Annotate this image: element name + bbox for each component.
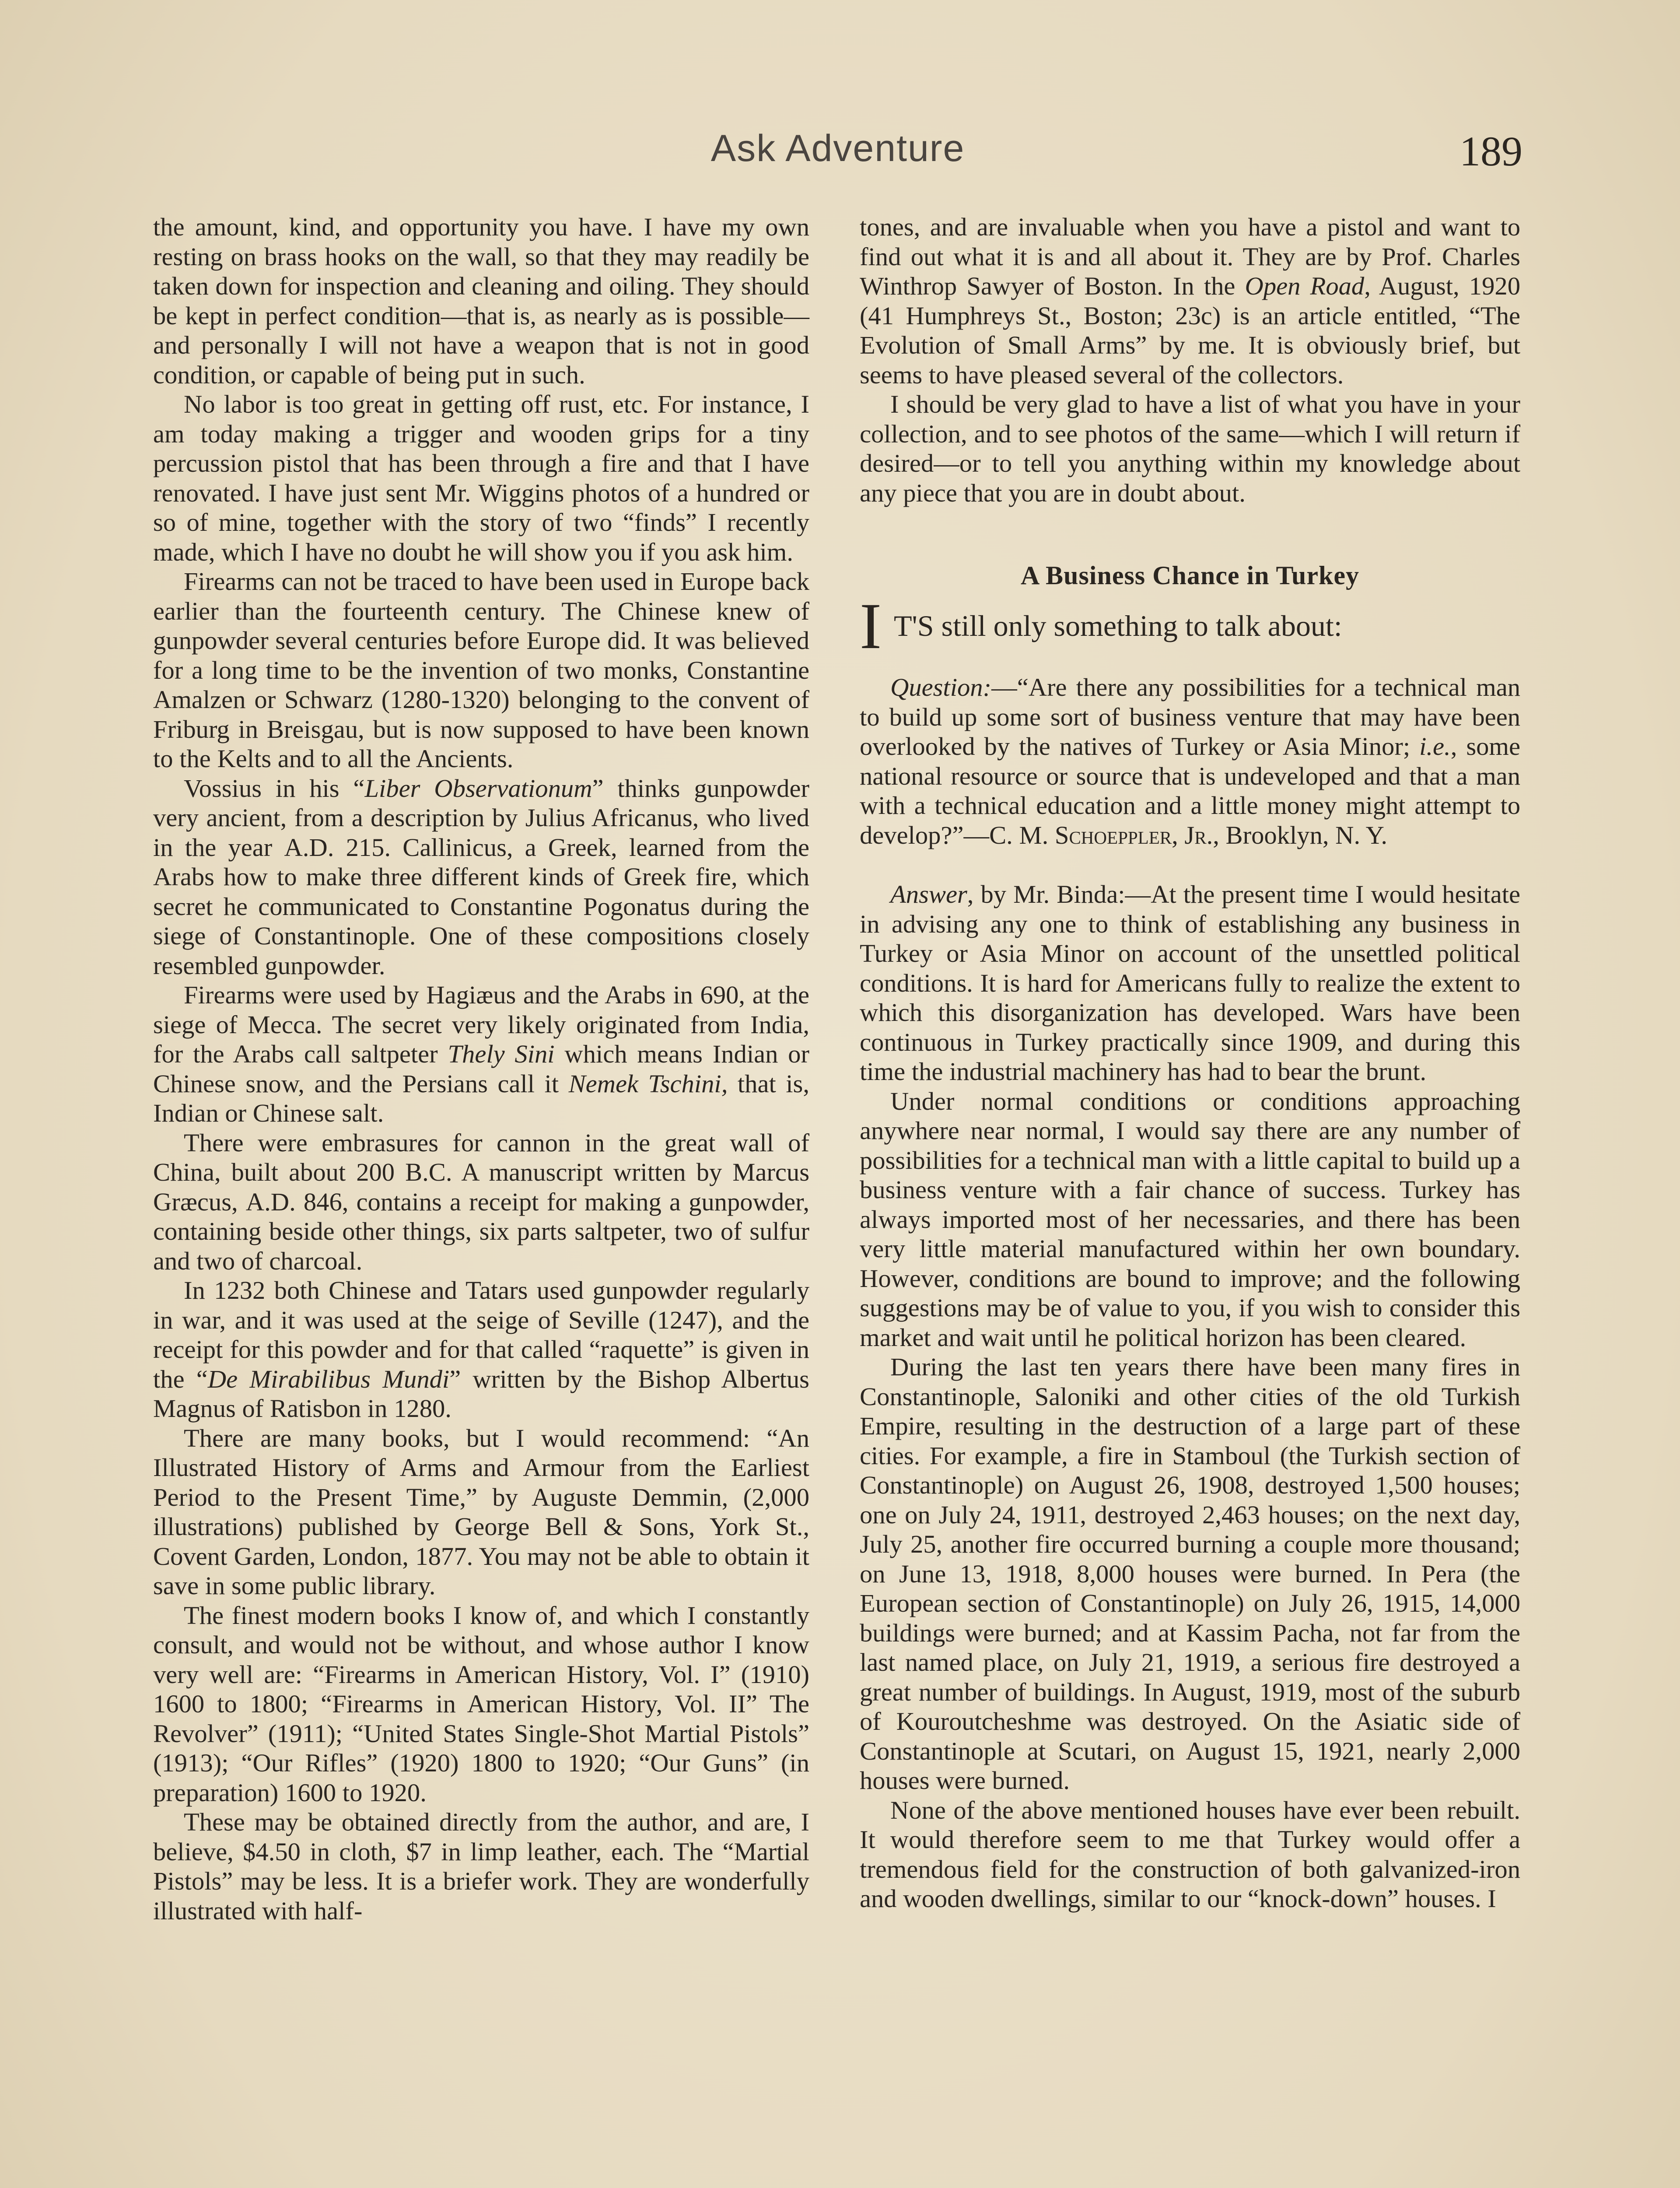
text-run: 846, contains a receipt for making a gunpowder, containing beside other things, six parts saltpeter, two of sulfur and two of charcoal.: [153, 1187, 809, 1275]
text-run: —“Are there any possibilities for a technical man to build up some sort of business venture that may have been overlooked by the natives of Turkey or Asia Minor;: [860, 673, 1520, 761]
signature-name: Schoeppler,: [1054, 820, 1178, 849]
text-run: Firearms were used by Hagiæus and the Arabs in 690, at the siege of Mecca. The secret very likely originated from India, for the Arabs call saltpeter: [153, 981, 809, 1068]
paragraph: No labor is too great in getting off rust, etc. For instance, I am today making a trigger and wooden grips for a tiny percussion pistol that has been through a fire and that I have renovated. I have just sent Mr. Wiggins photos of a hundred or so of mine, together with the story of two “finds” I recently made, which I have no doubt he will show you if you ask him.: [153, 390, 809, 566]
paragraph: Firearms can not be traced to have been used in Europe back earlier than the fourteenth century. The Chinese knew of gunpowder several centuries before Europe did. It was believed for a long time to be the invention of two monks, Constantine Amalzen or Schwarz (1280-1320) belonging to the convent of Friburg in Breisgau, but is now supposed to have been known to the Kelts and to all the Ancients.: [153, 567, 809, 773]
paragraph: [153, 980, 809, 1128]
text-run: which means Indian or Chinese snow, and the Persians call it: [153, 1040, 809, 1098]
text-run: A manuscript written by Marcus Græcus,: [153, 1158, 809, 1216]
paragraph: During the last ten years there have been many fires in Constantinople, Saloniki and other cities of the old Turkish Empire, resulting in the destruction of a large part of these cities. For example, a fire in Stamboul (the Turkish section of Constantinople) on August 26, 1908, destroyed 1,500 houses; one on July 24, 1911, destroyed 2,463 houses; on the next day, July 25, another fire occurred burning a couple more thousand; on June 13, 1918, 8,000 houses were burned. In Pera (the European section of Constantinople) on July 26, 1915, 14,000 buildings were burned; and at Kassim Pacha, not far from the last named place, on July 21, 1919, a serious fire destroyed a great number of buildings. In August, 1919, most of the suburb of Kouroutcheshme was destroyed. On the Asiatic side of Constantinople at Scutari, on August 15, 1921, nearly 2,000 houses were burned.: [860, 1353, 1520, 1795]
text-run: There were embrasures for cannon in the great wall of China, built about 200: [153, 1128, 809, 1186]
text-run: ” thinks gunpowder very ancient, from a description by Julius Africanus, who lived in the year: [153, 774, 810, 862]
left-column: [153, 212, 809, 1925]
paragraph: [153, 1128, 809, 1276]
signature-suffix: Jr.: [1184, 820, 1213, 849]
magazine-title: Open Road: [1245, 272, 1365, 300]
foreign-term: Nemek Tschini,: [568, 1069, 728, 1098]
section-heading: A Business Chance in Turkey: [1021, 561, 1359, 590]
foreign-term: Thely Sini: [448, 1040, 555, 1068]
text-run: In 1232 both Chinese and Tatars used gunpowder regularly in war, and it was used at the seige of Seville (1247), and the receipt for this powder and for that called “raquette” is given in the “: [153, 1276, 809, 1393]
text-run: tones, and are invaluable when you have a pistol and want to find out what it is and all about it. They are by Prof. Charles Winthrop Sawyer of Boston. In the: [860, 213, 1520, 300]
abbreviation: i.e.: [1419, 732, 1451, 761]
paragraph: Under normal conditions or conditions approaching anywhere near normal, I would say there are any number of possibilities for a technical man with a little capital to build up a business venture with a fair chance of success. Turkey has always imported most of her necessaries, and there has been very little material manufactured within her own boundary. However, conditions are bound to improve; and the following suggestions may be of value to you, if you wish to consider this market and wait until he political horizon has been cleared.: [860, 1087, 1520, 1352]
page-header: [153, 127, 1522, 184]
drop-cap: I: [860, 590, 882, 663]
lead-text: T'S still only something to talk about:: [894, 609, 1342, 642]
running-head: Ask Adventure: [710, 127, 965, 169]
paragraph: These may be obtained directly from the author, and are, I believe, $4.50 in cloth, $7 in limp leather, each. The “Martial Pistols” may be less. It is a briefer work. They are wonderfully illustrated with half-: [153, 1808, 809, 1925]
book-title: Liber Observationum: [364, 774, 592, 803]
answer-paragraph: [860, 880, 1520, 1087]
page-number: 189: [1460, 128, 1522, 175]
lead-line: [860, 590, 1520, 663]
text-run: , by Mr. Binda:—At the present time I would hesitate in advising any one to think of establishing any business in Turkey or Asia Minor on account of the unsettled political conditions. It is hard for Americans fully to realize the extent to which this disorganization has developed. Wars have been continuous in Turkey practically since 1909, and during this time the industrial machinery has had to bear the brunt.: [860, 880, 1520, 1086]
text-run: Vossius in his “: [184, 774, 365, 803]
era-abbrev: A.D.: [284, 833, 334, 862]
paragraph: [860, 212, 1520, 389]
text-run: that is, Indian or Chinese salt.: [153, 1069, 809, 1127]
era-abbrev: B.C.: [405, 1158, 452, 1186]
paragraph: [153, 1276, 809, 1424]
paragraph: None of the above mentioned houses have ever been rebuilt. It would therefore seem to me that Turkey would offer a tremendous field for the construction of both galvanized-iron and wooden dwellings, similar to our “knock-down” houses. I: [860, 1795, 1520, 1913]
question-label: Question:: [890, 673, 992, 701]
paragraph: There are many books, but I would recommend: “An Illustrated History of Arms and Armour from the Earliest Period to the Present Time,” by Auguste Demmin, (2,000 illustrations) published by George Bell & Sons, York St., Covent Garden, London, 1877. You may not be able to obtain it save in some public library.: [153, 1424, 809, 1600]
text-run: , some national resource or source that is undeveloped and that a man with a technical education and a little money might attempt to develop?”—C. M.: [860, 732, 1521, 849]
paragraph: [153, 774, 809, 981]
text-run: , Brooklyn, N. Y.: [1213, 820, 1388, 849]
question-paragraph: [860, 673, 1520, 850]
answer-label: Answer: [890, 880, 967, 908]
right-column: [860, 212, 1520, 1914]
text-run: , August, 1920 (41 Humphreys St., Boston; 23c) is an article entitled, “The Evolution of Small Arms” by me. It is obviously brief, but seems to have pleased several of the collectors.: [860, 272, 1520, 389]
paragraph: I should be very glad to have a list of what you have in your collection, and to see photos of the same—which I will return if desired—or to tell you anything within my knowledge about any piece that you are in doubt about.: [860, 390, 1520, 507]
book-title: De Mirabilibus Mundi: [207, 1364, 450, 1393]
paragraph: the amount, kind, and opportunity you have. I have my own resting on brass hooks on the wall, so that they may readily be taken down for inspection and cleaning and oiling. They should be kept in perfect condition—that is, as nearly as is possible—and personally I will not have a weapon that is not in good condition, or capable of being put in such.: [153, 213, 809, 389]
paragraph: The finest modern books I know of, and which I constantly consult, and would not be without, and whose author I know very well are: “Firearms in American History, Vol. I” (1910) 1600 to 1800; “Firearms in American History, Vol. II” The Revolver” (1911); “United States Single-Shot Martial Pistols” (1913); “Our Rifles” (1920) 1800 to 1920; “Our Guns” (in preparation) 1600 to 1920.: [153, 1601, 809, 1807]
text-run: 215. Callinicus, a Greek, learned from the Arabs how to make three different kinds of Greek fire, which secret he communicated to Constantine Pogonatus during the siege of Constantinople. One of these compositions closely resembled gunpowder.: [153, 833, 809, 980]
era-abbrev: A.D.: [245, 1187, 296, 1216]
text-run: ” written by the Bishop Albertus Magnus of Ratisbon in 1280.: [153, 1364, 809, 1423]
